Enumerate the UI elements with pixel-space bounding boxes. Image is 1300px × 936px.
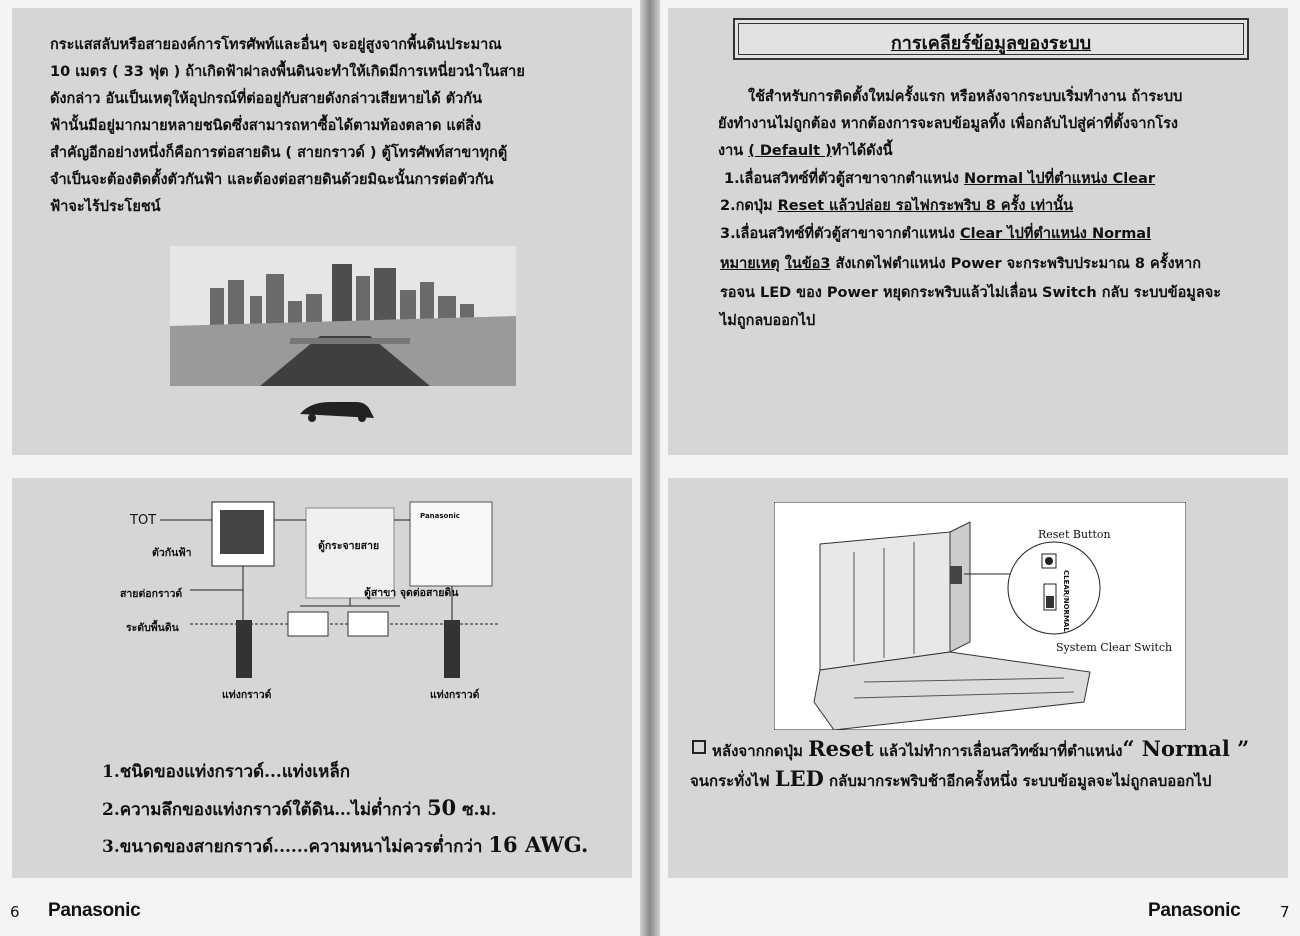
- para-line: กระแสสลับหรือสายองค์การโทรศัพท์และอื่นๆ จะอยู่สูงจากพื้นดินประมาณ: [50, 37, 502, 53]
- spec-line: 3.ขนาดของสายกราวด์......ความหนาไม่ควรต่ำกว่า 16 AWG.: [102, 832, 589, 857]
- page-number: 7: [1280, 903, 1290, 921]
- label-ground-wire: สายต่อกราวด์: [120, 588, 183, 600]
- para-line: ฟ้านั้นมีอยู่มากมายหลายชนิดซึ่งสามารถหาซื้อได้ตามท้องตลาด แต่สิ่ง: [50, 118, 482, 134]
- note-line: รอจน LED ของ Power หยุดกระพริบแล้วไม่เลื่อน Switch กลับ ระบบข้อมูลจะ: [720, 285, 1222, 301]
- label-rod-right: แท่งกราวด์: [430, 689, 480, 701]
- right-page: [660, 0, 1300, 936]
- system-clear-switch-label: System Clear Switch: [1056, 641, 1173, 654]
- brand-logo: Panasonic: [1148, 900, 1241, 921]
- label-distribution: ตู้กระจายสาย: [318, 540, 380, 552]
- brand-logo: Panasonic: [48, 900, 141, 921]
- step-3: 3.เลื่อนสวิทซ์ที่ตัวตู้สาขาจากตำแหน่ง Clear ไปที่ตำแหน่ง Normal: [720, 226, 1152, 242]
- note-line: หมายเหตุ ในข้อ3 สังเกตไฟตำแหน่ง Power จะกระพริบประมาณ 8 ครั้งหาก: [720, 256, 1202, 272]
- intro-line: งาน ( Default )ทำได้ดังนี้: [718, 143, 893, 159]
- reset-button-label: Reset Button: [1038, 528, 1111, 541]
- left-page: [0, 0, 640, 936]
- city-illustration: [170, 246, 516, 426]
- para-line: ฟ้าจะไร้ประโยชน์: [50, 199, 161, 215]
- para-line: จำเป็นจะต้องติดตั้งตัวกันฟ้า และต้องต่อสายดินด้วยมิฉะนั้นการต่อตัวกัน: [50, 172, 494, 188]
- label-arrester: ตัวกันฟ้า: [152, 547, 192, 559]
- clear-normal-label: CLEAR/NORMAL: [1062, 570, 1070, 632]
- pbx-clear-figure: [774, 502, 1186, 730]
- intro-line: ใช้สำหรับการติดตั้งใหม่ครั้งแรก หรือหลังจากระบบเริ่มทำงาน ถ้าระบบ: [748, 89, 1183, 105]
- spec-line: 1.ชนิดของแท่งกราวด์...แท่งเหล็ก: [102, 762, 351, 782]
- label-tot: TOT: [130, 513, 157, 528]
- note-label: หมายเหตุ: [720, 256, 780, 272]
- page-number: 6: [10, 903, 20, 921]
- label-ground-level: ระดับพื้นดิน: [126, 622, 179, 634]
- default-label: ( Default ): [748, 143, 832, 159]
- para-line: สำคัญอีกอย่างหนึ่งก็คือการต่อสายดิน ( สายกราวด์ ) ตู้โทรศัพท์สาขาทุกตู้: [50, 145, 508, 161]
- para-line: ดังกล่าว อันเป็นเหตุให้อุปกรณ์ที่ต่ออยู่กับสายดังกล่าวเสียหายได้ ตัวกัน: [50, 91, 482, 107]
- intro-line: ยังทำงานไม่ถูกต้อง หากต้องการจะลบข้อมูลทิ้ง เพื่อกลับไปสู่ค่าที่ตั้งจากโรง: [718, 116, 1178, 132]
- step-1: 1.เลื่อนสวิทซ์ที่ตัวตู้สาขาจากตำแหน่ง Normal ไปที่ตำแหน่ง Clear: [724, 171, 1156, 187]
- para-line: 10 เมตร ( 33 ฟุต ) ถ้าเกิดฟ้าผ่าลงพื้นดินจะทำให้เกิดมีการเหนี่ยวนำในสาย: [50, 64, 525, 80]
- label-pbx-ground: ตู้สาขา จุดต่อสายดิน: [364, 587, 459, 599]
- final-note-line2: จนกระทั่งไฟ LED กลับมากระพริบช้าอีกครั้งหนึ่ง ระบบข้อมูลจะไม่ถูกลบออกไป: [690, 766, 1212, 791]
- note-line: ไม่ถูกลบออกไป: [720, 313, 816, 329]
- label-rod-left: แท่งกราวด์: [222, 689, 272, 701]
- final-note-line1: หลังจากกดปุ่ม Reset แล้วไม่ทำการเลื่อนสวิทซ์มาที่ตำแหน่ง“ Normal ”: [712, 736, 1250, 761]
- book-gutter: [640, 0, 660, 936]
- diagram-pbx-brand: Panasonic: [420, 512, 460, 520]
- section-title: การเคลียร์ข้อมูลของระบบ: [890, 33, 1092, 54]
- step-2: 2.กดปุ่ม Reset แล้วปล่อย รอไฟกระพริบ 8 ครั้ง เท่านั้น: [720, 198, 1074, 214]
- checkbox-bullet: [692, 740, 706, 754]
- title-box: [733, 18, 1249, 60]
- spec-line: 2.ความลึกของแท่งกราวด์ใต้ดิน…ไม่ต่ำกว่า 50 ซ.ม.: [102, 795, 497, 820]
